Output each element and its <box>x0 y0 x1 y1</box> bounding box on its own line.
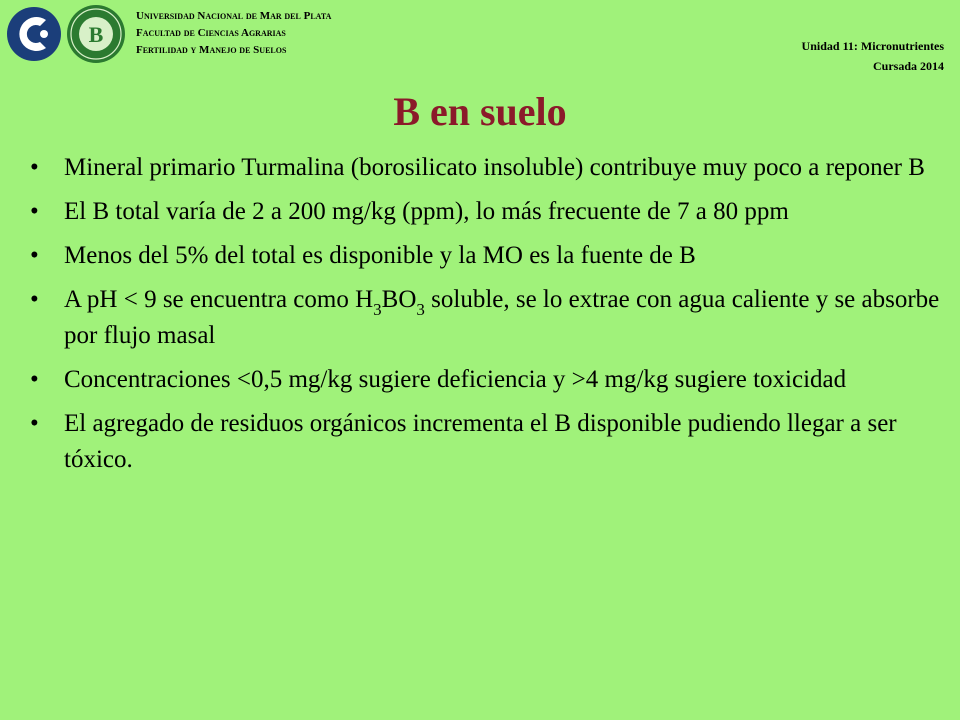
bullet-item: • El agregado de residuos orgánicos incrementa el B disponible pudiendo llegar a ser tóxico. <box>30 406 940 478</box>
institution-line: Facultad de Ciencias Agrarias <box>136 27 286 39</box>
subscript: 3 <box>373 300 382 319</box>
bullet-text: soluble, se lo extrae con agua caliente y se absorbe por flujo masal <box>64 286 940 349</box>
fca-logo <box>66 4 126 64</box>
unit-info <box>802 36 944 76</box>
unmdp-logo <box>6 6 62 62</box>
bullet-text: A pH < 9 se encuentra como H <box>64 286 374 313</box>
bullet-text: BO <box>381 286 417 313</box>
bullet-item: • Concentraciones <0,5 mg/kg sugiere deficiencia y >4 mg/kg sugiere toxicidad <box>30 362 940 398</box>
subscript: 3 <box>416 300 425 319</box>
institution-line: Universidad Nacional de Mar del Plata <box>136 10 332 22</box>
bullet-item-formula <box>30 282 940 354</box>
slide-title: B en suelo <box>393 89 567 134</box>
course-year: Cursada 2014 <box>872 59 944 73</box>
bullet-item: • El B total varía de 2 a 200 mg/kg (ppm), lo más frecuente de 7 a 80 ppm <box>30 194 940 230</box>
unit-title: Unidad 11: Micronutrientes <box>801 39 944 53</box>
bullet-item: • Mineral primario Turmalina (borosilicato insoluble) contribuye muy poco a reponer B <box>30 150 940 186</box>
bullet-item: • Menos del 5% del total es disponible y la MO es la fuente de B <box>30 238 940 274</box>
institution-block <box>136 8 331 59</box>
institution-line: Fertilidad y Manejo de Suelos <box>136 44 287 56</box>
bullet-list <box>30 150 940 486</box>
slide-header <box>0 0 960 80</box>
fca-logo-letter: B <box>88 22 104 47</box>
